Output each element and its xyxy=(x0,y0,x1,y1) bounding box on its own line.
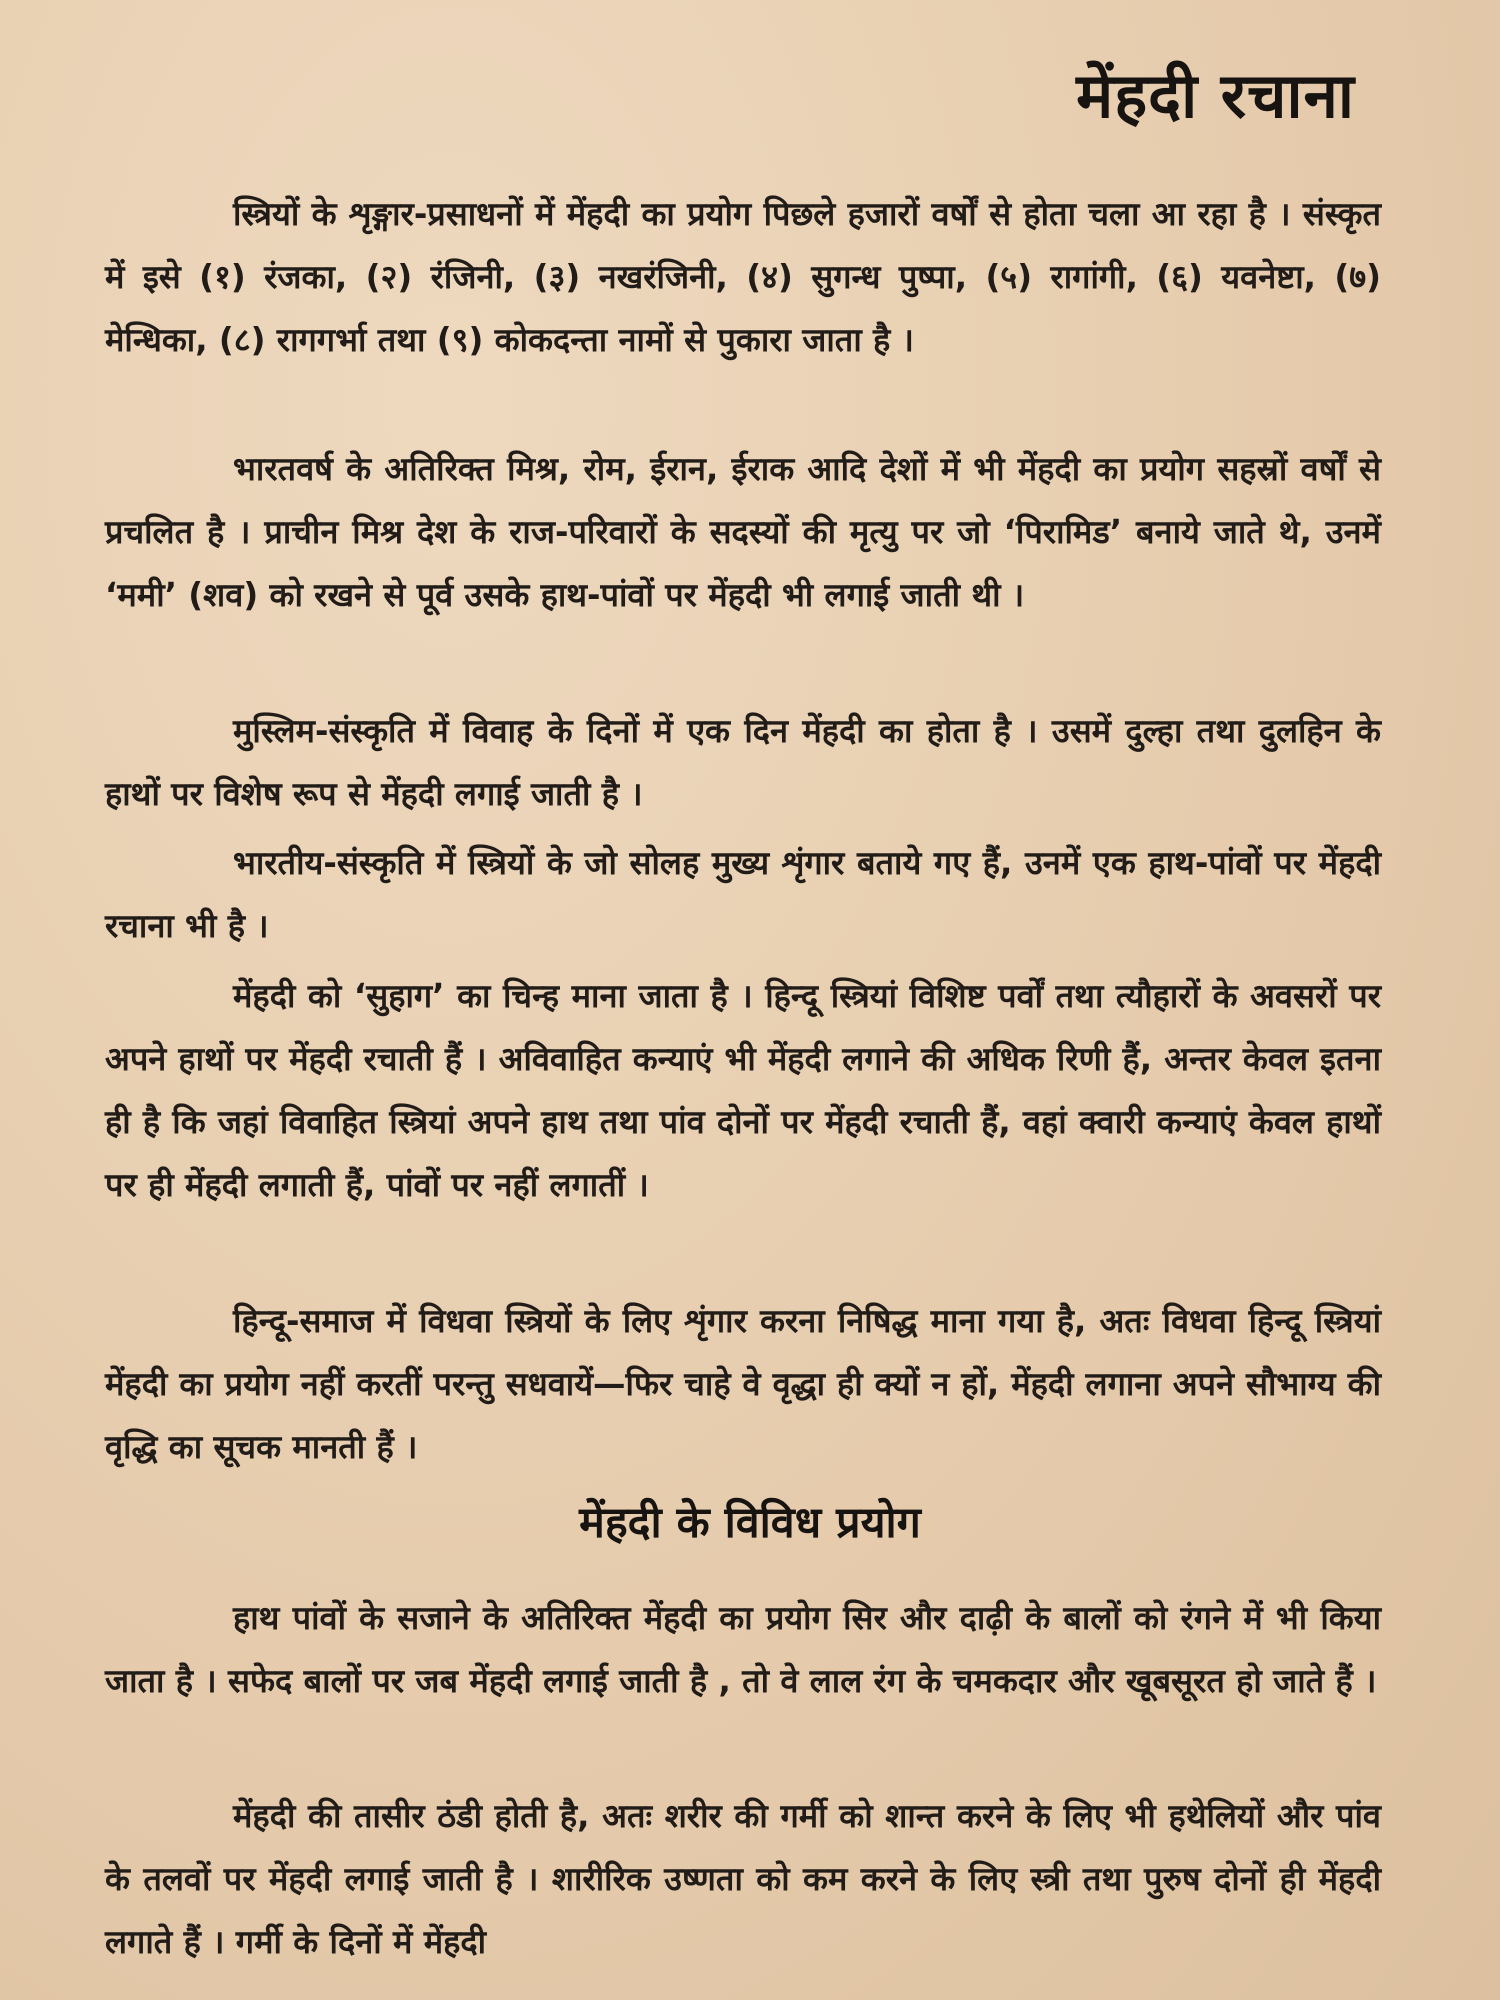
paragraph-4: भारतीय-संस्कृति में स्त्रियों के जो सोलह मुख्य शृंगार बताये गए हैं, उनमें एक हाथ-पांवों पर मेंहदी रचाना भी है । xyxy=(105,844,1381,945)
paragraph-1: स्त्रियों के शृङ्गार-प्रसाधनों में मेंहदी का प्रयोग पिछले हजारों वर्षों से होता चला आ रहा है । संस्कृत में इसे (१) रंजका, (२) रंजिनी, (३) नखरंजिनी, (४) सुगन्ध पुष्पा, (५) रागांगी, (६) यवनेष्टा, (७) मेन्धिका, (८) रागगर्भा तथा (९) कोकदन्ता नामों से पुकारा जाता है । xyxy=(105,195,1381,359)
paragraph-8: मेंहदी की तासीर ठंडी होती है, अतः शरीर की गर्मी को शान्त करने के लिए भी हथेलियों और पांव के तलवों पर मेंहदी लगाई जाती है । शारीरिक उष्णता को कम करने के लिए स्त्री तथा पुरुष दोनों ही मेंहदी लगाते हैं । गर्मी के दिनों में मेंहदी xyxy=(105,1797,1381,1961)
section-heading: मेंहदी के विविध प्रयोग xyxy=(579,1498,921,1548)
paragraph-7: हाथ पांवों के सजाने के अतिरिक्त मेंहदी का प्रयोग सिर और दाढ़ी के बालों को रंगने में भी किया जाता है । सफेद बालों पर जब मेंहदी लगाई जाती है , तो वे लाल रंग के चमकदार और खूबसूरत हो जाते हैं । xyxy=(105,1599,1381,1700)
paragraph-5: मेंहदी को ‘सुहाग’ का चिन्ह माना जाता है । हिन्दू स्त्रियां विशिष्ट पर्वों तथा त्यौहारों के अवसरों पर अपने हाथों पर मेंहदी रचाती हैं । अविवाहित कन्याएं भी मेंहदी लगाने की अधिक रिणी हैं, अन्तर केवल इतना ही है कि जहां विवाहित स्त्रियां अपने हाथ तथा पांव दोनों पर मेंहदी रचाती हैं, वहां क्वारी कन्याएं केवल हाथों पर ही मेंहदी लगाती हैं, पांवों पर नहीं लगातीं । xyxy=(105,977,1381,1204)
page-title: मेंहदी रचाना xyxy=(1076,59,1355,132)
paragraph-3: मुस्लिम-संस्कृति में विवाह के दिनों में एक दिन मेंहदी का होता है । उसमें दुल्हा तथा दुलहिन के हाथों पर विशेष रूप से मेंहदी लगाई जाती है । xyxy=(105,712,1381,813)
paragraph-2: भारतवर्ष के अतिरिक्त मिश्र, रोम, ईरान, ईराक आदि देशों में भी मेंहदी का प्रयोग सहस्रों वर्षों से प्रचलित है । प्राचीन मिश्र देश के राज-परिवारों के सदस्यों की मृत्यु पर जो ‘पिरामिड’ बनाये जाते थे, उनमें ‘ममी’ (शव) को रखने से पूर्व उसके हाथ-पांवों पर मेंहदी भी लगाई जाती थी । xyxy=(105,450,1381,614)
paragraph-6: हिन्दू-समाज में विधवा स्त्रियों के लिए शृंगार करना निषिद्ध माना गया है, अतः विधवा हिन्दू स्त्रियां मेंहदी का प्रयोग नहीं करतीं परन्तु सधवायें—फिर चाहे वे वृद्धा ही क्यों न हों, मेंहदी लगाना अपने सौभाग्य की वृद्धि का सूचक मानती हैं । xyxy=(105,1302,1381,1466)
